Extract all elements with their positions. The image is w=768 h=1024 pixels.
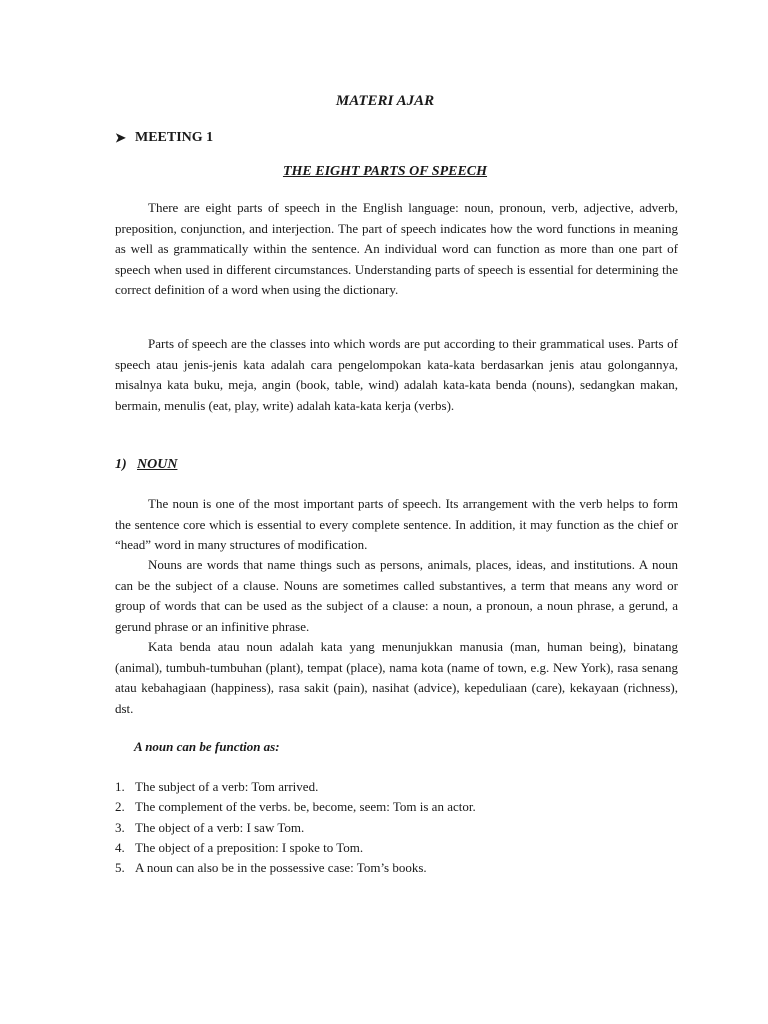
list-item-text: The object of a preposition: I spoke to Tom. [135, 839, 364, 855]
noun-section-number: 1) [115, 457, 127, 472]
intro-paragraph-2: Parts of speech are the classes into which words are put according to their grammatical uses. Parts of speech atau jenis-jenis kata adalah cara pengelompokan kata-kata berdasarkan jenis atau golongannya, misalnya kata buku, meja, angin (book, table, wind) adalah kata-kata benda (nouns), sedangkan makan, bermain, menulis (eat, play, write) adalah kata-kata kerja (verbs). [115, 336, 678, 413]
noun-section-heading [115, 457, 177, 473]
list-item-text: A noun can also be in the possessive case: Tom’s books. [135, 860, 427, 876]
list-item-number: 3. [115, 819, 125, 835]
list-item-text: The object of a verb: I saw Tom. [135, 819, 305, 835]
list-item [115, 777, 476, 797]
meeting-heading [115, 130, 213, 146]
list-item [115, 818, 476, 838]
noun-function-list [115, 777, 476, 878]
list-item-text: The subject of a verb: Tom arrived. [135, 779, 319, 794]
intro-paragraph-1: There are eight parts of speech in the English language: noun, pronoun, verb, adjective, adverb, preposition, conjunction, and interjection. The part of speech indicates how the word functions in meaning as well as grammatically within the sentence. An individual word can function as more than one part of speech when used in different circumstances. Understanding parts of speech is essential for determining the correct definition of a word when using the dictionary. [115, 200, 678, 297]
list-item [115, 797, 476, 817]
meeting-label: MEETING 1 [135, 130, 214, 145]
arrow-bullet-icon: ➤ [115, 130, 126, 145]
noun-paragraph-2: Nouns are words that name things such as persons, animals, places, ideas, and institutions. A noun can be the subject of a clause. Nouns are sometimes called substantives, a term that means any word or group of words that can be used as the subject of a clause: a noun, a pronoun, a noun phrase, a gerund, a gerund phrase or an infinitive phrase. [115, 557, 678, 634]
list-item [115, 838, 476, 858]
list-item-number: 2. [115, 799, 125, 815]
noun-paragraph-1: The noun is one of the most important parts of speech. Its arrangement with the verb helps to form the sentence core which is essential to every complete sentence. In addition, it may function as the chief or “head” word in many structures of modification. [115, 496, 678, 552]
noun-paragraph-3: Kata benda atau noun adalah kata yang menunjukkan manusia (man, human being), binatang (animal), tumbuh-tumbuhan (plant), tempat (place), nama kota (name of town, e.g. New York), rasa senang atau kebahagiaan (happiness), rasa sakit (pain), nasihat (advice), kepeduliaan (care), kekayaan (richness), dst. [115, 639, 678, 716]
list-item-number: 5. [115, 860, 125, 876]
section-title: THE EIGHT PARTS OF SPEECH [282, 164, 488, 179]
document-title: MATERI AJAR [335, 93, 435, 109]
noun-function-heading: A noun can be function as: [134, 739, 280, 754]
list-item [115, 858, 476, 878]
list-item-number: 4. [115, 839, 125, 855]
list-item-text: The complement of the verbs. be, become, seem: Tom is an actor. [135, 799, 476, 815]
list-item-number: 1. [115, 779, 125, 794]
noun-section-title: NOUN [137, 457, 178, 472]
